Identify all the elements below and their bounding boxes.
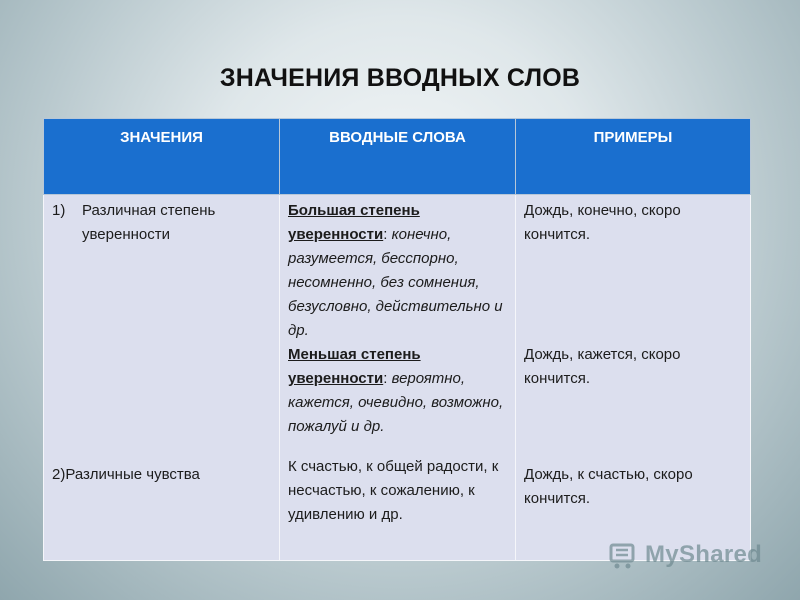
- meaning-text: Различная степень уверенности: [82, 202, 216, 243]
- header-meanings: ЗНАЧЕНИЯ: [44, 119, 280, 195]
- introductory-words-cell: [280, 195, 516, 561]
- high-certainty-list: конечно, разумеется, бесспорно, несомненно, без сомнения, безусловно, действительно и др.: [288, 226, 503, 339]
- high-certainty-label: Большая степень уверенности: [288, 202, 420, 243]
- header-examples: ПРИМЕРЫ: [516, 119, 751, 195]
- colon: :: [383, 370, 392, 387]
- examples-cell: [516, 195, 751, 561]
- meaning-item-1: [52, 199, 271, 247]
- meanings-cell: [44, 195, 280, 561]
- meaning-item-2: 2)Различные чувства: [52, 466, 200, 483]
- table-header-row: [44, 119, 751, 195]
- table-row: [44, 195, 751, 561]
- cart-icon: [607, 539, 639, 571]
- low-certainty-block: [288, 343, 507, 439]
- header-introductory-words: ВВОДНЫЕ СЛОВА: [280, 119, 516, 195]
- watermark-text: MyShared: [645, 541, 763, 568]
- example-feelings: Дождь, к счастью, скоро кончится.: [524, 466, 693, 507]
- feelings-words: К счастью, к общей радости, к несчастью, к сожалению, к удивлению и др.: [288, 458, 499, 523]
- low-certainty-list: вероятно, кажется, очевидно, возможно, пожалуй и др.: [288, 370, 504, 435]
- example-high-certainty: Дождь, конечно, скоро кончится.: [524, 202, 681, 243]
- meaning-number: 1): [52, 202, 66, 219]
- colon: :: [383, 226, 392, 243]
- low-certainty-label: Меньшая степень уверенности: [288, 346, 421, 387]
- introductory-words-table: [43, 118, 751, 561]
- example-low-certainty: Дождь, кажется, скоро кончится.: [524, 346, 681, 387]
- page-title: ЗНАЧЕНИЯ ВВОДНЫХ СЛОВ: [219, 64, 581, 92]
- watermark: [607, 537, 762, 573]
- high-certainty-block: [288, 199, 507, 343]
